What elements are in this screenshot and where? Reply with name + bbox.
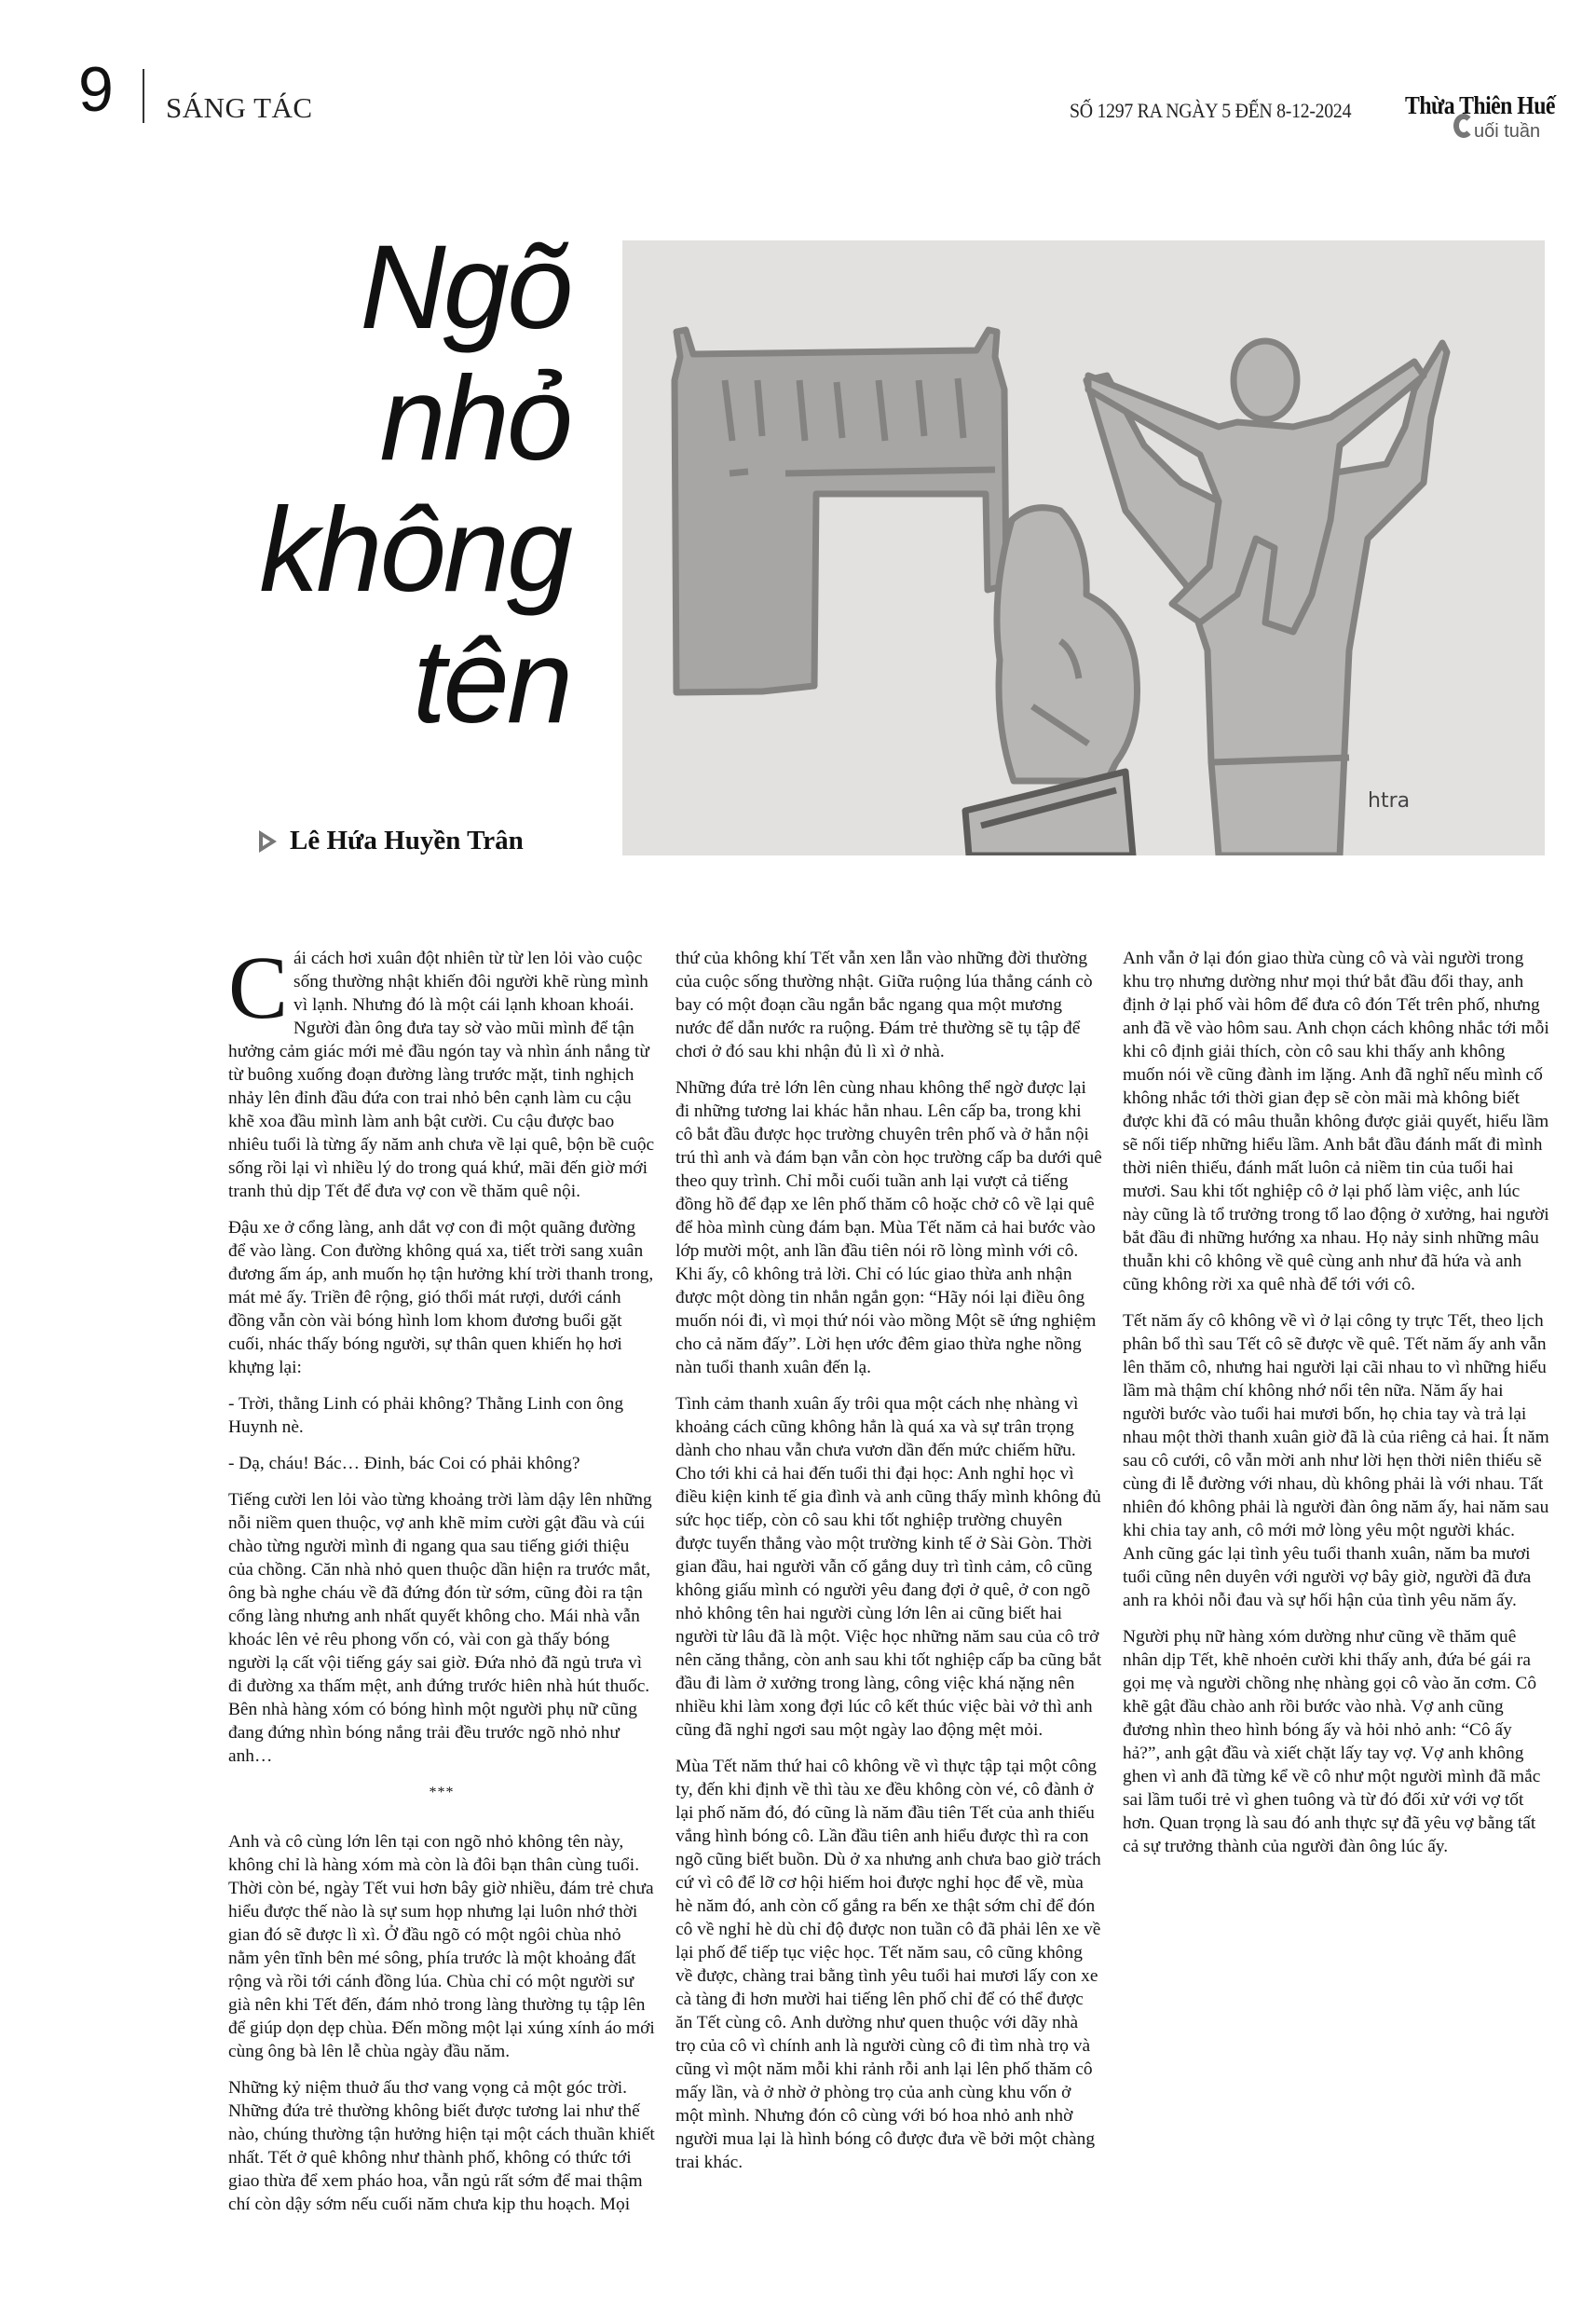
section-label: SÁNG TÁC xyxy=(166,91,313,124)
publication-logo: Thừa Thiên Huế xyxy=(1405,91,1555,119)
paragraph: Tết năm ấy cô không về vì ở lại công ty trực Tết, theo lịch phân bổ thì sau Tết cô sẽ được về quê. Tết năm ấy anh vẫn lên thăm cô, nhưng hai người lại cãi nhau to vì những hiểu lầm mà thậm chí không nhớ nổi tên nữa. Năm ấy hai người bước vào tuổi hai mươi bốn, họ chia tay và trả lại nhau một thời thanh xuân giờ đã là của riêng cả hai. Ít năm sau cô cưới, cô vẫn mời anh như lời hẹn thời niên thiếu sẽ cùng đi lễ đường với nhau, dù không phải là với nhau. Tất nhiên đó không phải là người đàn ông năm ấy, hai năm sau khi chia tay anh, cô mới mở lòng yêu một người khác. Anh cũng gác lại tình yêu tuổi thanh xuân, năm ba mươi tuổi cũng nên duyên với người vợ bây giờ, người đã đưa anh ra khỏi nỗi đau và sự hối hận của tình yêu năm ấy. xyxy=(1123,1311,1549,1610)
drop-cap: C xyxy=(228,937,289,1037)
paragraph: Mùa Tết năm thứ hai cô không về vì thực tập tại một công ty, đến khi định về thì tàu xe đều không còn vé, cô đành ở lại phố năm đó, đó cũng là năm đầu tiên Tết của anh thiếu vắng hình bóng cô. Lần đầu tiên anh hiểu được thì ra con ngõ cũng biết buồn. Dù ở xa nhưng anh chưa bao giờ trách cứ vì cô để lỡ cơ hội hiếm hoi được nghỉ học để về, mùa hè năm đó, anh còn cố gắng ra bến xe thật sớm chỉ để đón cô về nghỉ hè dù chỉ độ được non tuần cô đã phải lên xe về lại phố để tiếp tục việc học. Tết năm sau, cô cũng không về được, chàng trai bằng tình yêu tuổi hai mươi lấy con xe cà tàng đi hơn mười hai tiếng lên phố chỉ để có thể được ăn Tết cùng cô. Anh dường như quen thuộc với dãy nhà trọ của cô vì chính anh là người cùng cô đi tìm nhà trọ và cũng vì một năm mỗi khi rảnh rỗi anh lại lên phố thăm cô mấy lần, và ở nhờ ở phòng trọ của anh cùng khu vốn ở một mình. Nhưng đón cô cùng với bó hoa nhỏ anh nhờ người mua lại là hình bóng cô được đưa về bởi một chàng trai khác. xyxy=(675,1757,1101,2172)
title-line: Ngõ xyxy=(360,221,570,354)
artist-signature: htra xyxy=(1368,789,1411,813)
issue-info: SỐ 1297 RA NGÀY 5 ĐẾN 8-12-2024 xyxy=(1070,99,1352,122)
paragraph: Người phụ nữ hàng xóm dường như cũng về thăm quê nhân dịp Tết, khẽ nhoẻn cười khi thấy anh, đứa bé gái ra gọi mẹ và người chồng nhẹ nhàng gọi cô vào ăn cơm. Cô khẽ gật đầu chào anh rồi bước vào nhà. Vợ anh cũng đương nhìn theo hình bóng ấy và hỏi nhỏ anh: “Cô ấy hả?”, anh gật đầu và xiết chặt lấy tay vợ. Vợ anh không ghen vì anh đã từng kể về cô như một người mình đã mắc sai lầm tuổi trẻ vì ghen tuông và từ đó đối xử với vợ tốt hơn. Quan trọng là sau đó anh thực sự đã yêu vợ bằng tất cả sự trưởng thành của người đàn ông lúc ấy. xyxy=(1123,1627,1541,1856)
paragraph: Tiếng cười len lỏi vào từng khoảng trời làm dậy lên những nỗi niềm quen thuộc, vợ anh khẽ mỉm cười gật đầu và cúi chào từng người mình đi ngang qua sau tiếng giới thiệu của chồng. Căn nhà nhỏ quen thuộc dần hiện ra trước mắt, ông bà nghe cháu về đã đứng đón từ sớm, cũng đòi ra tận cổng làng nhưng anh nhất quyết không cho. Mái nhà vẫn khoác lên vẻ rêu phong vốn có, vài con gà thấy bóng người lạ cất vội tiếng gáy sai giờ. Đứa nhỏ đã ngủ trưa vì đi đường xa thấm mệt, anh đứng trước hiên nhà hút thuốc. Bên nhà hàng xóm có bóng hình một người phụ nữ cũng đang đứng nhìn bóng nắng trải đều trước ngõ nhỏ như anh… xyxy=(228,1490,652,1766)
author-name: Lê Hứa Huyền Trân xyxy=(290,826,524,855)
dialogue-line: - Dạ, cháu! Bác… Đinh, bác Coi có phải không? xyxy=(228,1454,580,1473)
title-line: không xyxy=(259,484,570,617)
title-line: tên xyxy=(413,615,570,748)
paragraph: Tình cảm thanh xuân ấy trôi qua một cách nhẹ nhàng vì khoảng cách cũng không hẳn là quá xa và sự trân trọng dành cho nhau vẫn chưa vươn dần đến mức chiếm hữu. Cho tới khi cả hai đến tuổi thi đại học: Anh nghỉ học vì điều kiện kinh tế gia đình và anh cũng thấy mình không đủ sức học tiếp, còn cô sau khi tốt nghiệp trường chuyên được tuyển thẳng vào một trường kinh tế ở Sài Gòn. Thời gian đầu, hai người vẫn cố gắng duy trì tình cảm, cô cũng không giấu mình có người yêu đang đợi ở quê, ở con ngõ nhỏ không tên hai người cùng lớn lên ai cũng biết hai người từ lâu đã là một. Việc học những năm sau của cô trở nên căng thẳng, còn anh sau khi tốt nghiệp cấp ba cũng bắt đầu đi làm ở xưởng trong làng, công việc khá nặng nên nhiều khi làm xong đợi lúc cô kết thúc việc bài vở thì anh cũng đã nghỉ ngơi sau một ngày lao động mệt mỏi. xyxy=(675,1394,1102,1740)
publication-logo-sub xyxy=(1453,121,1540,143)
byline xyxy=(259,826,524,856)
paragraph: Anh vẫn ở lại đón giao thừa cùng cô và vài người trong khu trọ nhưng dường như mọi thứ bắt đầu đổi thay, anh định ở lại phố vài hôm để đưa cô đón Tết trên phố, nhưng anh đã về vào hôm sau. Anh chọn cách không nhắc tới mỗi khi cô định giải thích, còn cô sau khi thấy anh không muốn nói về cũng đành im lặng. Anh đã nghĩ nếu mình cố không nhắc tới thời gian đẹp sẽ còn mãi mà không biết được khi đã có mâu thuẫn không được giải quyết, hiểu lầm sẽ nối tiếp những hiểu lầm. Anh bắt đầu đánh mất đi mình thời niên thiếu, đánh mất luôn cả niềm tin của tuổi hai mươi. Sau khi tốt nghiệp cô ở lại phố làm việc, anh lúc này cũng là tổ trưởng trong tổ lao động ở xưởng, hai người bắt đầu đi những hướng xa nhau. Họ nảy sinh những mâu thuẫn khi cô không về quê cùng anh như đã hứa và anh cũng không rời xa quê nhà để tới với cô. xyxy=(1123,949,1549,1294)
article-title xyxy=(112,222,570,747)
paragraph: Đậu xe ở cổng làng, anh dắt vợ con đi một quãng đường để vào làng. Con đường không quá xa, tiết trời sang xuân đương ấm áp, anh muốn họ tận hưởng khí trời thanh trong, mát mẻ ấy. Triền đê rộng, gió thổi mát rượi, dưới cánh đồng vẫn còn vài bóng hình lom khom đương buổi gặt cuối, nhác thấy bóng người, sự thân quen khiến họ hơi khựng lại: xyxy=(228,1218,654,1377)
dialogue-line: - Trời, thằng Linh có phải không? Thằng Linh con ông Huynh nè. xyxy=(228,1394,624,1437)
paragraph: Những đứa trẻ lớn lên cùng nhau không thể ngờ được lại đi những tương lai khác hẳn nhau. Lên cấp ba, trong khi cô bắt đầu được học trường chuyên trên phố và ở hẳn nội trú thì anh và đám bạn vẫn còn học trường cấp ba dưới quê theo quy trình. Chỉ mỗi cuối tuần anh lại vượt cả tiếng đồng hồ để đạp xe lên phố thăm cô hoặc chở cô về lại quê để hòa mình cùng đám bạn. Mùa Tết năm cả hai bước vào lớp mười một, anh lần đầu tiên nói rõ lòng mình với cô. Khi ấy, cô không trả lời. Chỉ có lúc giao thừa anh nhận được một dòng tin nhắn ngắn gọn: “Hãy nói lại điều ông muốn nói đi, vì mọi thứ nói vào mồng Một sẽ ứng nghiệm cho cả năm đấy”. Lời hẹn ước đêm giao thừa nghe nồng nàn tuổi thanh xuân đến lạ. xyxy=(675,1078,1102,1377)
article-body xyxy=(228,937,1549,2233)
paragraph: Những kỷ niệm thuở ấu thơ vang vọng cả một góc trời. Những đứa trẻ thường không biết được tương lai như thế nào, chúng thường tận hưởng hiện tại một cách thuần khiết nhất. Tết ở quê không như thành phố, không có thức tới giao thừa để xem pháo hoa, vẫn ngủ rất sớm để mai thậm chí còn dậy sớm nếu cuối năm chưa kịp thu hoạch. Mọi thứ của không khí Tết vẫn xen lẫn vào những đời thường của cuộc sống thường nhật. Giữa ruộng lúa thẳng cánh cò bay có một đoạn cầu ngắn bắc ngang qua một mương nước để dẫn nước ra ruộng. Đám trẻ thường sẽ tụ tập để chơi ở đó sau khi nhận đủ lì xì ở nhà. xyxy=(228,949,1093,2214)
paragraph: Anh và cô cùng lớn lên tại con ngõ nhỏ không tên này, không chỉ là hàng xóm mà còn là đôi bạn thân cùng tuổi. Thời còn bé, ngày Tết vui hơn bây giờ nhiều, đám trẻ chưa hiểu được thế nào là sự sum họp nhưng lại luôn nhớ thời gian đó sẽ được lì xì. Ở đầu ngõ có một ngôi chùa nhỏ nằm yên tĩnh bên mé sông, phía trước là một khoảng đất rộng và rồi tới cánh đồng lúa. Chùa chỉ có một người sư già nên khi Tết đến, đám nhỏ trong làng thường tụ tập lên để giúp dọn dẹp chùa. Đến mồng một lại xúng xính áo mới cùng ông bà lên lễ chùa ngày đầu năm. xyxy=(228,1832,655,2061)
section-separator: *** xyxy=(429,1785,455,1800)
triangle-bullet-icon xyxy=(259,830,277,853)
title-line: nhỏ xyxy=(379,352,570,486)
paragraph xyxy=(228,937,655,1203)
header-divider xyxy=(143,69,144,123)
logo-subtitle: uối tuần xyxy=(1474,121,1541,142)
article-illustration xyxy=(622,240,1545,855)
paragraph-text: ái cách hơi xuân đột nhiên từ từ len lỏi vào cuộc sống thường nhật khiến đôi người khẽ rùng mình vì lạnh. Nhưng đó là một cái lạnh khoan khoái. Người đàn ông đưa tay sờ vào mũi mình để tận hưởng cảm giác mới mẻ đầu ngón tay và nhìn ánh nắng từ từ buông xuống đoạn đường làng trước mặt, tinh nghịch nhảy lên đỉnh đầu đứa con trai nhỏ bên cạnh làm cu cậu khẽ xoa đầu mình làm anh bật cười. Cu cậu được bao nhiêu tuổi là từng ấy năm anh chưa về lại quê, bộn bề cuộc sống rồi lại vì nhiều lý do trong quá khứ, mãi đến giờ mới tranh thủ dịp Tết để đưa vợ con về thăm quê nội. xyxy=(228,949,655,1201)
page-number: 9 xyxy=(78,54,114,125)
